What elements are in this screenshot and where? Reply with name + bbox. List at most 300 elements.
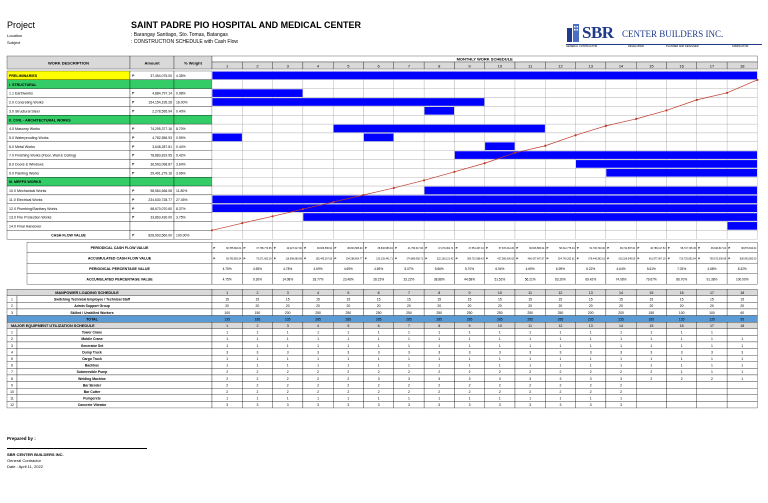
row-number: 9: [11, 383, 13, 388]
month-cell: [727, 89, 757, 98]
peso-sign: ₱: [304, 256, 307, 261]
peso-sign: ₱: [273, 256, 276, 261]
logo-tagline-2: DEVELOPER: [628, 45, 644, 48]
schedule-bar: [576, 160, 757, 168]
cashflow-percent: 86.70%: [676, 277, 688, 282]
manpower-total-value: 285: [557, 317, 564, 322]
cashflow-value: 38,946,817.04: [710, 246, 727, 250]
equipment-value: 1: [589, 337, 592, 342]
month-cell: [303, 168, 333, 177]
cashflow-percent: 4.69%: [525, 266, 535, 271]
task-label: CASH FLOW VALUE: [51, 233, 86, 238]
month-header-label: 13: [588, 63, 593, 69]
manpower-value: 15: [467, 297, 472, 302]
month-header-label: 12: [558, 323, 563, 328]
equipment-value: 3: [498, 376, 501, 381]
month-cell: [515, 160, 545, 169]
peso-sign: ₱: [455, 245, 458, 250]
manpower-value: 200: [587, 310, 594, 315]
month-cell: [485, 89, 515, 98]
task-weight: 8.70%: [176, 127, 186, 132]
peso-sign: ₱: [576, 256, 579, 261]
month-header-label: 12: [558, 63, 563, 69]
equipment-label-cell: [17, 401, 212, 408]
equipment-title: MAJOR EQUIPMENT UTILIZATION SCHEDULE: [11, 323, 95, 328]
cashflow-percent: 4.69%: [313, 266, 323, 271]
manpower-total-value: 95: [740, 317, 745, 322]
peso-sign: ₱: [132, 197, 135, 202]
equipment-value: 3: [408, 350, 410, 355]
month-cell: [636, 124, 666, 133]
month-cell: [454, 89, 484, 98]
equipment-value: 1: [468, 363, 471, 368]
equipment-cell: [727, 329, 757, 336]
manpower-value: 20: [740, 304, 745, 309]
s-curve-point: [605, 125, 607, 127]
equipment-label-cell: [17, 382, 212, 389]
equipment-value: 3: [559, 376, 562, 381]
equipment-value: 3: [529, 376, 532, 381]
equipment-value: 1: [589, 356, 592, 361]
month-header-label: 15: [649, 290, 654, 295]
s-curve-point: [362, 194, 364, 196]
peso-sign: ₱: [273, 245, 276, 250]
equipment-value: 2: [408, 383, 410, 388]
cashflow-value: 47,554,467.01: [468, 246, 484, 250]
peso-sign: ₱: [132, 189, 135, 194]
manpower-value: 15: [407, 297, 411, 302]
manpower-total-value: 235: [618, 317, 624, 322]
month-header-label: 7: [407, 323, 410, 328]
month-cell: [424, 230, 454, 239]
s-curve-point: [393, 187, 395, 189]
equipment-value: 3: [377, 350, 380, 355]
equipment-value: 1: [589, 330, 592, 335]
manpower-value: 15: [376, 297, 381, 302]
equipment-value: 1: [498, 396, 501, 401]
month-cell: [212, 142, 242, 151]
month-cell: [454, 221, 484, 230]
month-header-label: 7: [407, 63, 411, 69]
month-cell: [667, 124, 697, 133]
month-header-label: 18: [740, 63, 745, 69]
cashflow-label: PERIODICAL CASH FLOW VALUE: [90, 245, 149, 250]
manpower-value: 20: [497, 304, 502, 309]
equipment-value: 1: [529, 330, 532, 335]
cashflow-value: 116,598,680.89: [285, 257, 302, 261]
equipment-value: 3: [620, 376, 622, 381]
schedule-bar: [334, 125, 545, 133]
equipment-value: 1: [498, 356, 501, 361]
manpower-value: 15: [649, 297, 654, 302]
month-cell: [606, 80, 636, 89]
equipment-value: 2: [317, 383, 319, 388]
peso-sign: ₱: [516, 245, 519, 250]
month-cell: [727, 177, 757, 186]
equipment-label: Generator Set: [80, 343, 104, 348]
equipment-value: 3: [589, 376, 592, 381]
prepared-date: Date : April 11, 2022: [7, 464, 43, 469]
cashflow-percent: 69.42%: [585, 277, 597, 282]
equipment-value: 1: [529, 396, 532, 401]
cashflow-percent: 44.58%: [464, 277, 475, 282]
month-cell: [424, 160, 454, 169]
task-amount: 3,648,287.81: [152, 144, 172, 149]
month-cell: [242, 168, 272, 177]
manpower-title: MANPOWER LOADING SCHEDULE: [55, 290, 119, 295]
month-cell: [212, 151, 242, 160]
cashflow-percent: 91.38%: [706, 277, 718, 282]
manpower-value: 250: [557, 310, 564, 315]
task-weight: 3.96%: [176, 171, 186, 176]
equipment-value: 3: [438, 403, 441, 408]
month-header-label: 17: [709, 63, 715, 69]
month-header-label: 3: [286, 290, 289, 295]
month-cell: [485, 133, 515, 142]
peso-sign: ₱: [425, 256, 428, 261]
cashflow-value: 194,288,854.77: [345, 257, 363, 261]
equipment-value: 1: [408, 337, 410, 342]
month-cell: [515, 177, 545, 186]
cashflow-value: 38,846,586.94: [316, 246, 333, 250]
month-cell: [364, 168, 394, 177]
month-cell: [636, 221, 666, 230]
equipment-value: 1: [741, 363, 744, 368]
task-label: 5.0 Waterproofing Works: [9, 135, 49, 140]
equipment-value: 1: [317, 337, 319, 342]
cashflow-value: 58,747,725.45: [680, 246, 696, 250]
manpower-value: 20: [649, 304, 654, 309]
month-cell: [636, 98, 666, 107]
month-header-label: 11: [528, 63, 533, 69]
equipment-value: 1: [408, 363, 410, 368]
equipment-value: 3: [256, 403, 259, 408]
equipment-value: 2: [256, 383, 259, 388]
month-cell: [212, 177, 242, 186]
equipment-value: 1: [438, 330, 441, 335]
equipment-cell: [667, 382, 697, 389]
month-cell: [515, 221, 545, 230]
month-cell: [394, 160, 424, 169]
month-cell: [273, 80, 303, 89]
equipment-value: 2: [529, 389, 532, 394]
equipment-value: 3: [468, 376, 471, 381]
manpower-value: 15: [255, 297, 260, 302]
task-weight: 100.00%: [176, 233, 190, 238]
task-weight: 0.59%: [176, 135, 186, 140]
equipment-label: Bar Cutter: [83, 389, 101, 394]
cashflow-percent: 63.20%: [555, 277, 566, 282]
schedule-bar: [303, 213, 757, 221]
month-header-label: 1: [226, 290, 229, 295]
equipment-value: 1: [650, 330, 653, 335]
row-number: 3: [11, 343, 13, 348]
row-number: 12: [10, 403, 14, 408]
cashflow-percent: 4.78%: [283, 266, 293, 271]
equipment-cell: [697, 382, 727, 389]
month-cell: [212, 115, 242, 124]
equipment-value: 2: [256, 376, 259, 381]
cashflow-percent: 18.77%: [312, 277, 324, 282]
manpower-value: 15: [740, 297, 745, 302]
task-label: 10.0 Mechanical Works: [9, 189, 47, 194]
equipment-value: 1: [408, 330, 410, 335]
equipment-value: 3: [408, 376, 410, 381]
month-cell: [242, 151, 272, 160]
cashflow-value: 524,740,262.61: [557, 257, 575, 261]
equipment-value: 2: [498, 389, 501, 394]
manpower-value: 15: [346, 297, 351, 302]
equipment-cell: [697, 388, 727, 395]
cashflow-percent: 4.69%: [374, 266, 384, 271]
equipment-value: 3: [286, 350, 289, 355]
peso-sign: ₱: [516, 256, 519, 261]
s-curve-point: [332, 201, 334, 203]
equipment-value: 1: [589, 396, 592, 401]
task-weight-cell: [174, 221, 212, 230]
equipment-value: 1: [680, 337, 683, 342]
s-curve-point: [423, 179, 425, 181]
equipment-value: 2: [317, 376, 319, 381]
row-number: 1: [11, 330, 13, 335]
month-cell: [606, 133, 636, 142]
equipment-value: 2: [438, 370, 441, 375]
month-cell: [667, 89, 697, 98]
equipment-value: 1: [226, 363, 229, 368]
manpower-value: 15: [710, 297, 714, 302]
peso-sign: ₱: [607, 245, 610, 250]
equipment-value: 1: [498, 337, 501, 342]
peso-sign: ₱: [132, 233, 135, 238]
task-label: 7.0 Finishing Works (Floor, Wall & Ceiling): [9, 153, 77, 158]
location-label: Location: [7, 33, 23, 38]
task-amount: 828,993,560.00: [148, 233, 172, 238]
equipment-value: 2: [226, 376, 229, 381]
task-label: PRELIMINARIES: [9, 74, 38, 78]
s-curve-point: [726, 92, 728, 94]
equipment-value: 2: [498, 370, 501, 375]
month-header-label: 16: [679, 63, 684, 69]
equipment-value: 1: [559, 343, 562, 348]
equipment-value: 1: [286, 330, 289, 335]
month-cell: [303, 124, 333, 133]
manpower-value: 20: [407, 304, 411, 309]
task-amount-cell: [130, 115, 174, 124]
equipment-value: 1: [711, 363, 713, 368]
manpower-value: 20: [679, 304, 684, 309]
month-cell: [485, 160, 515, 169]
cashflow-percent: 51.52%: [494, 277, 506, 282]
month-cell: [727, 142, 757, 151]
peso-sign: ₱: [243, 256, 246, 261]
cashflow-value: 427,580,900.63: [497, 257, 514, 261]
month-cell: [273, 186, 303, 195]
equipment-value: 1: [256, 356, 259, 361]
month-header-label: 11: [528, 323, 533, 328]
equipment-value: 1: [438, 337, 441, 342]
month-cell: [667, 133, 697, 142]
equipment-label-cell: [17, 329, 212, 336]
peso-sign: ₱: [607, 256, 610, 261]
month-cell: [515, 89, 545, 98]
cashflow-value: 322,156,121.42: [436, 257, 454, 261]
manpower-total-value: 135: [678, 317, 685, 322]
equipment-value: 3: [377, 376, 380, 381]
month-cell: [242, 124, 272, 133]
task-weight: 18.00%: [176, 100, 188, 105]
equipment-value: 2: [620, 370, 622, 375]
month-cell: [485, 80, 515, 89]
manpower-value: 15: [316, 297, 320, 302]
peso-sign: ₱: [213, 245, 216, 250]
month-cell: [576, 115, 606, 124]
peso-sign: ₱: [637, 245, 640, 250]
month-cell: [394, 221, 424, 230]
peso-sign: ₱: [455, 256, 458, 261]
equipment-value: 2: [377, 370, 380, 375]
month-header-label: 10: [497, 323, 502, 328]
equipment-value: 2: [377, 383, 380, 388]
equipment-label-cell: [17, 375, 212, 382]
header-weight: % Weight: [184, 60, 202, 66]
equipment-value: 1: [468, 337, 471, 342]
month-cell: [727, 106, 757, 115]
equipment-value: 1: [711, 330, 713, 335]
month-cell: [242, 106, 272, 115]
manpower-value: 250: [436, 310, 443, 315]
equipment-value: 2: [529, 383, 532, 388]
month-cell: [697, 106, 727, 115]
peso-sign: ₱: [698, 245, 701, 250]
equipment-value: 1: [408, 343, 410, 348]
task-weight-cell: [174, 80, 212, 89]
logo-tagline-3: PLANNER AND DESIGNER: [666, 45, 699, 48]
equipment-value: 1: [226, 343, 229, 348]
company-role: General Contractor: [7, 458, 42, 463]
equipment-value: 3: [317, 350, 319, 355]
equipment-label: Mobile Crane: [81, 337, 103, 342]
equipment-value: 1: [377, 343, 380, 348]
equipment-value: 2: [438, 383, 441, 388]
cashflow-value: 38,785,892.64: [226, 246, 242, 250]
equipment-value: 1: [650, 363, 653, 368]
task-label: 13.0 Fire Protection Works: [9, 215, 52, 220]
month-cell: [394, 133, 424, 142]
equipment-value: 2: [408, 370, 410, 375]
equipment-value: 1: [438, 363, 441, 368]
cashflow-value: 466,427,487.57: [527, 257, 545, 261]
task-amount-cell: [130, 80, 174, 89]
month-cell: [303, 106, 333, 115]
cashflow-percent: 4.69%: [343, 266, 353, 271]
month-cell: [394, 186, 424, 195]
equipment-value: 1: [347, 396, 350, 401]
month-header-label: 4: [317, 290, 320, 295]
month-cell: [394, 168, 424, 177]
equipment-value: 3: [226, 350, 229, 355]
month-cell: [212, 213, 242, 222]
equipment-value: 3: [438, 350, 441, 355]
month-cell: [303, 230, 333, 239]
month-header-label: 14: [619, 290, 624, 295]
equipment-value: 1: [347, 343, 350, 348]
month-cell: [394, 151, 424, 160]
row-number: 2: [11, 304, 13, 309]
month-cell: [576, 80, 606, 89]
equipment-value: 1: [377, 356, 380, 361]
task-label: 11.0 Electrical Works: [9, 197, 43, 202]
equipment-value: 2: [286, 389, 289, 394]
task-label: 3.0 Structural Steel: [9, 109, 40, 114]
equipment-cell: [727, 382, 757, 389]
month-cell: [424, 221, 454, 230]
equipment-cell: [667, 395, 697, 402]
month-cell: [485, 221, 515, 230]
equipment-value: 3: [498, 350, 501, 355]
cashflow-value: 76,571,663.29: [256, 257, 272, 261]
schedule-bar: [212, 98, 484, 106]
manpower-total-value: 285: [406, 317, 412, 322]
month-cell: [606, 89, 636, 98]
month-cell: [303, 177, 333, 186]
peso-sign: ₱: [132, 144, 135, 149]
month-cell: [485, 98, 515, 107]
equipment-value: 1: [408, 396, 410, 401]
cashflow-percent: 4.75%: [222, 277, 232, 282]
equipment-value: 1: [226, 330, 229, 335]
cashflow-value: 47,270,062.71: [438, 246, 454, 250]
month-header-label: 17: [709, 290, 714, 295]
task-weight: 3.64%: [176, 162, 186, 167]
month-cell: [636, 133, 666, 142]
equipment-label-cell: [17, 395, 212, 402]
month-cell: [242, 186, 272, 195]
manpower-value: 20: [528, 304, 533, 309]
peso-sign: ₱: [132, 153, 135, 158]
peso-sign: ₱: [132, 100, 135, 105]
equipment-label: Tower Crane: [81, 330, 103, 335]
peso-sign: ₱: [576, 245, 579, 250]
row-number: 4: [11, 350, 13, 355]
month-header-label: 6: [377, 290, 380, 295]
month-cell: [667, 142, 697, 151]
equipment-value: 1: [377, 363, 380, 368]
manpower-value: 250: [315, 310, 321, 315]
equipment-value: 1: [317, 396, 319, 401]
month-header-label: 18: [740, 323, 745, 328]
equipment-cell: [667, 401, 697, 408]
month-cell: [454, 80, 484, 89]
peso-sign: ₱: [425, 245, 428, 250]
manpower-label: Skilled / Unskilled Workers: [70, 310, 114, 315]
s-curve-point: [635, 118, 637, 120]
equipment-value: 1: [317, 330, 319, 335]
cashflow-value: 38,846,586.94: [377, 246, 393, 250]
month-cell: [364, 80, 394, 89]
month-cell: [485, 168, 515, 177]
month-cell: [273, 221, 303, 230]
cashflow-value: 369,710,588.43: [467, 257, 484, 261]
month-cell: [515, 115, 545, 124]
equipment-value: 1: [347, 356, 350, 361]
month-cell: [424, 89, 454, 98]
cashflow-value: 38,742,587.04: [619, 246, 636, 250]
equipment-value: 1: [711, 337, 713, 342]
peso-sign: ₱: [485, 245, 488, 250]
month-cell: [333, 168, 363, 177]
task-weight: 0.40%: [176, 109, 186, 114]
peso-sign: ₱: [395, 256, 398, 261]
